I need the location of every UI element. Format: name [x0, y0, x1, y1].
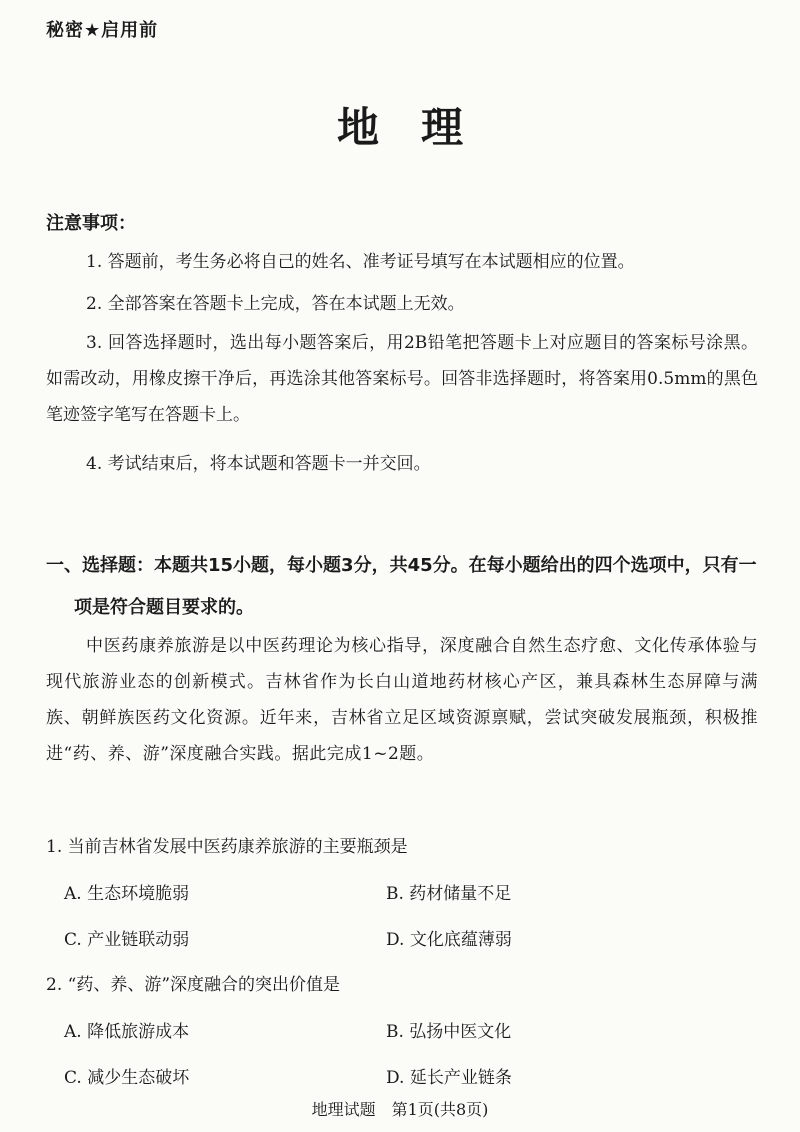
question-1-option-c: C. 产业链联动弱 — [64, 930, 190, 950]
section-heading-line2: 项是符合题目要求的。 — [74, 597, 254, 618]
confidential-label: 秘密★启用前 — [46, 20, 159, 41]
notice-heading: 注意事项： — [46, 213, 136, 234]
question-1-option-b: B. 药材储量不足 — [386, 884, 512, 904]
question-1-stem: 1. 当前吉林省发展中医药康养旅游的主要瓶颈是 — [46, 837, 408, 857]
question-2-option-b: B. 弘扬中医文化 — [386, 1022, 512, 1042]
notice-item-4: 4. 考试结束后，将本试题和答题卡一并交回。 — [86, 454, 431, 474]
section-heading — [46, 545, 758, 629]
section-heading-line1: 一、选择题：本题共15小题，每小题3分，共45分。在每小题给出的四个选项中，只有一 — [46, 555, 757, 576]
question-2-option-d: D. 延长产业链条 — [386, 1068, 512, 1088]
page-title: 地理 — [336, 103, 505, 152]
reading-passage: 中医药康养旅游是以中医药理论为核心指导，深度融合自然生态疗愈、文化传承体验与现代旅游业态的创新模式。吉林省作为长白山道地药材核心产区，兼具森林生态屏障与满族、朝鲜族医药文化资源。近年来，吉林省立足区域资源禀赋，尝试突破发展瓶颈，积极推进“药、养、游”深度融合实践。据此完成1~2题。 — [46, 636, 758, 764]
question-1-option-a: A. 生态环境脆弱 — [64, 884, 190, 904]
question-2-option-a: A. 降低旅游成本 — [64, 1022, 190, 1042]
notice-item-3: 3. 回答选择题时，选出每小题答案后，用2B铅笔把答题卡上对应题目的答案标号涂黑。如需改动，用橡皮擦干净后，再选涂其他答案标号。回答非选择题时，将答案用0.5mm的黑色笔迹签字笔写在答题卡上。 — [46, 333, 758, 425]
notice-item-2: 2. 全部答案在答题卡上完成，答在本试题上无效。 — [86, 294, 465, 314]
notice-item-1: 1. 答题前，考生务必将自己的姓名、准考证号填写在本试题相应的位置。 — [86, 252, 635, 272]
question-2-stem: 2. “药、养、游”深度融合的突出价值是 — [46, 975, 341, 995]
question-1-option-d: D. 文化底蕴薄弱 — [386, 930, 512, 950]
page-footer: 地理试题 第1页(共8页) — [311, 1100, 489, 1119]
question-2-option-c: C. 减少生态破坏 — [64, 1068, 190, 1088]
